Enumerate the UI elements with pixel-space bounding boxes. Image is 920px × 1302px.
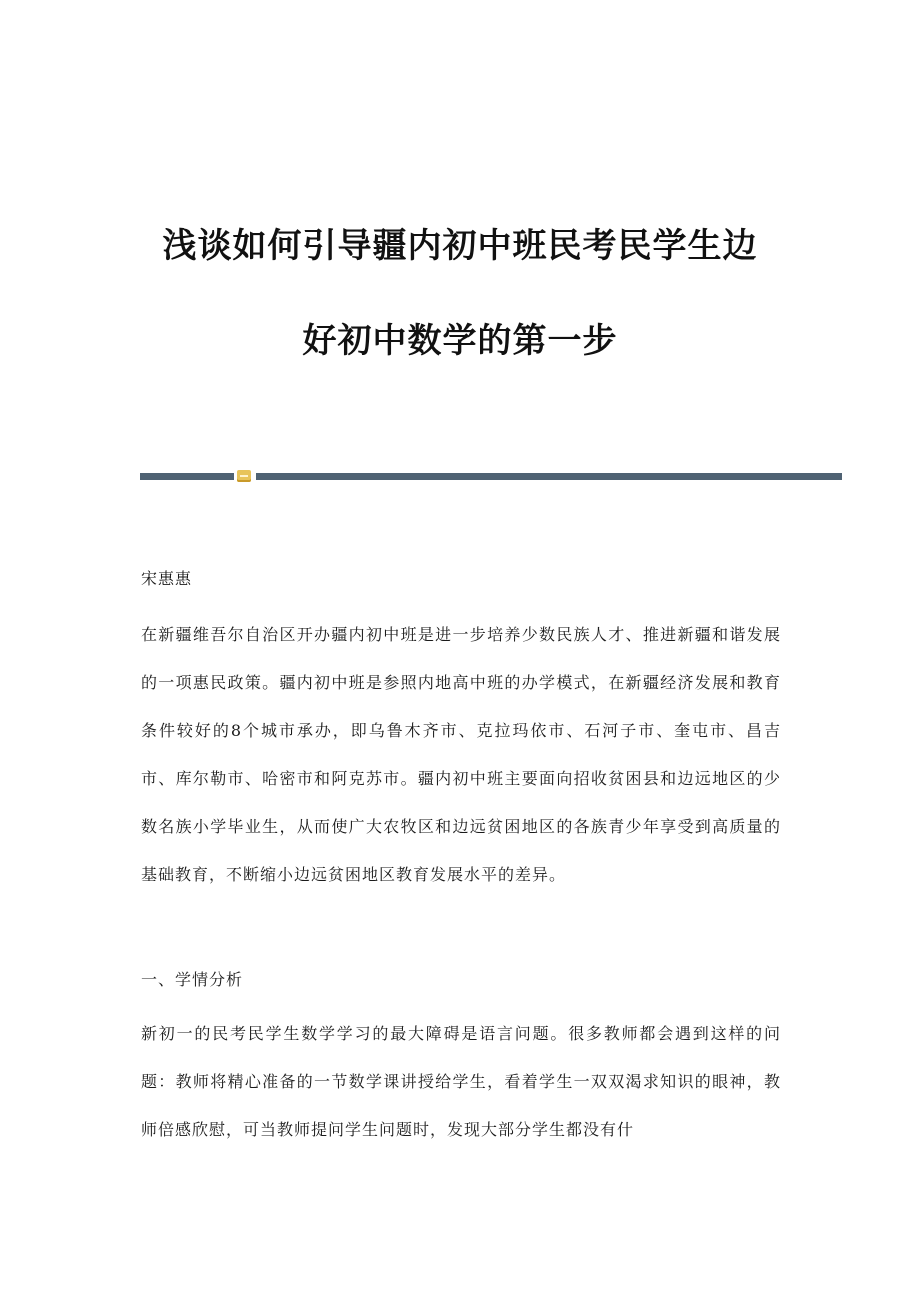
author-name: 宋惠惠 [141, 569, 193, 588]
divider-bar-left [140, 473, 234, 480]
divider-bar-right [256, 473, 842, 480]
divider-ornament-icon [237, 470, 251, 482]
document-title-line-1: 浅谈如何引导疆内初中班民考民学生边 [162, 226, 758, 266]
document-title-line-2: 好初中数学的第一步 [302, 321, 618, 361]
section-heading: 一、学情分析 [141, 970, 244, 989]
body-paragraph-intro: 在新疆维吾尔自治区开办疆内初中班是进一步培养少数民族人才、推进新疆和谐发展的一项惠民政策。疆内初中班是参照内地高中班的办学模式，在新疆经济发展和教育条件较好的8个城市承办，即乌鲁木齐市、克拉玛依市、石河子市、奎屯市、昌吉市、库尔勒市、哈密市和阿克苏市。疆内初中班主要面向招收贫困县和边远地区的少数名族小学毕业生，从而使广大农牧区和边远贫困地区的各族青少年享受到高质量的基础教育，不断缩小边远贫困地区教育发展水平的差异。 [141, 625, 781, 884]
body-paragraph-analysis: 新初一的民考民学生数学学习的最大障碍是语言问题。很多教师都会遇到这样的问题：教师将精心准备的一节数学课讲授给学生，看着学生一双双渴求知识的眼神，教师倍感欣慰，可当教师提问学生问题时，发现大部分学生都没有什 [141, 1024, 781, 1139]
title-divider [140, 470, 842, 482]
